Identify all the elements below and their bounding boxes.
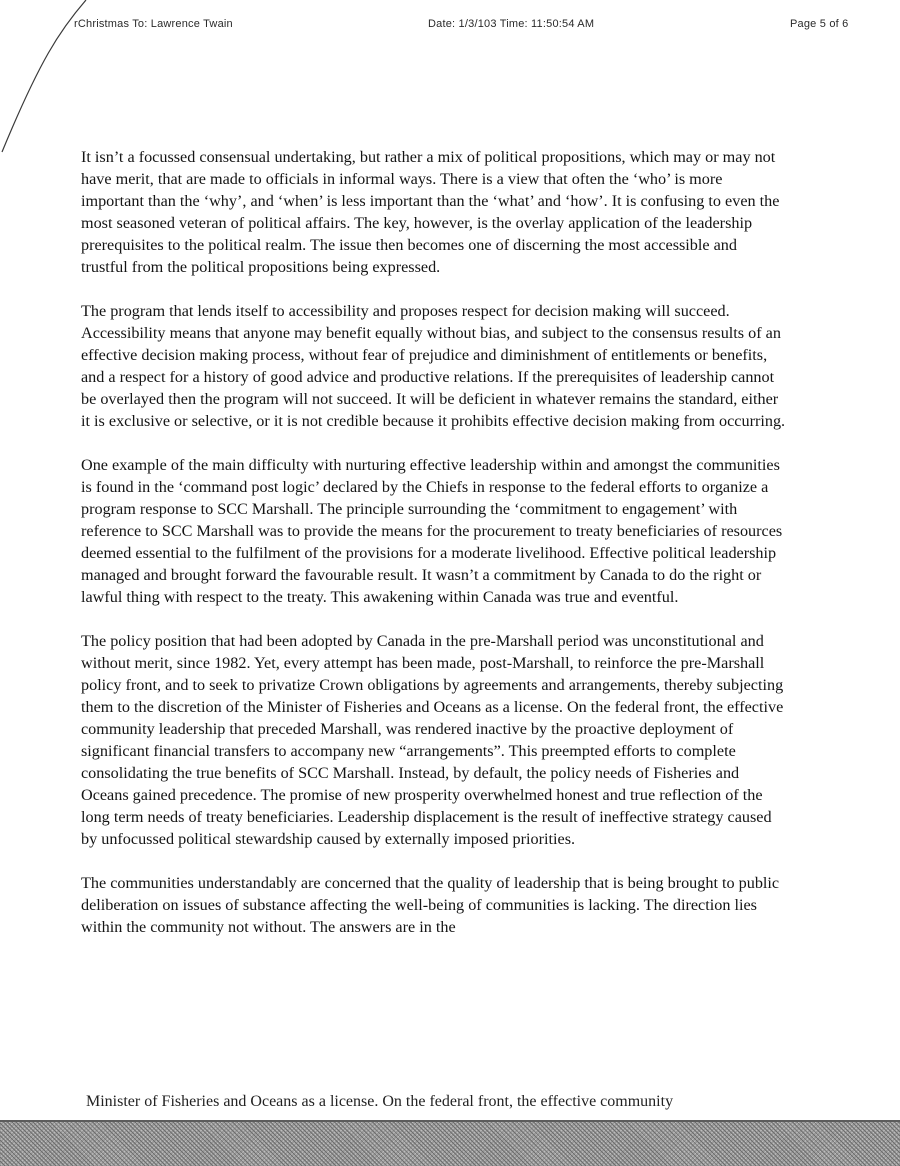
fax-header-date-time: Date: 1/3/103 Time: 11:50:54 AM bbox=[428, 18, 595, 30]
paragraph-2: The program that lends itself to accessibility and proposes respect for decision making will succeed. Accessibility means that anyone may benefit equally without bias, and subject to the consensus results of an effective decision making process, without fear of prejudice and diminishment of entitlements or benefits, and a respect for a history of good advice and productive relations. If the prerequisites of leadership cannot be overlayed then the program will not succeed. It will be deficient in whatever remains the standard, either it is exclusive or selective, or it is not credible because it prohibits effective decision making from occurring. bbox=[81, 302, 786, 430]
paragraph-4: The policy position that had been adopted by Canada in the pre-Marshall period was unconstitutional and without merit, since 1982. Yet, every attempt has been made, post-Marshall, to reinforce the pre-Marshall policy front, and to seek to privatize Crown obligations by agreements and arrangements, thereby subjecting them to the discretion of the Minister of Fisheries and Oceans as a license. On the federal front, the effective community leadership that preceded Marshall, was rendered inactive by the proactive deployment of significant financial transfers to accompany new “arrangements”. This preempted efforts to complete consolidating the true benefits of SCC Marshall. Instead, by default, the policy needs of Fisheries and Oceans gained precedence. The promise of new prosperity overwhelmed honest and true reflection of the long term needs of treaty beneficiaries. Leadership displacement is the result of ineffective strategy caused by unfocussed political stewardship caused by externally imposed priorities. bbox=[81, 632, 784, 848]
scan-noise-band bbox=[0, 1122, 900, 1166]
fax-header-page-number: Page 5 of 6 bbox=[790, 18, 849, 30]
bottom-bleed-line: Minister of Fisheries and Oceans as a license. On the federal front, the effective community bbox=[86, 1093, 674, 1110]
paragraph-5: The communities understandably are concerned that the quality of leadership that is being brought to public deliberation on issues of substance affecting the well-being of communities is lacking. The direction lies within the community not without. The answers are in the bbox=[81, 874, 780, 936]
paragraph-3: One example of the main difficulty with nurturing effective leadership within and amongst the communities is found in the ‘command post logic’ declared by the Chiefs in response to the federal efforts to organize a program response to SCC Marshall. The principle surrounding the ‘commitment to engagement’ with reference to SCC Marshall was to provide the means for the procurement to treaty beneficiaries of resources deemed essential to the fulfilment of the provisions for a moderate livelihood. Effective political leadership managed and brought forward the favourable result. It wasn’t a commitment by Canada to do the right or lawful thing with respect to the treaty. This awakening within Canada was true and eventful. bbox=[81, 456, 783, 606]
scan-corner-mark bbox=[0, 0, 90, 170]
fax-header bbox=[0, 18, 900, 36]
fax-header-recipient: rChristmas To: Lawrence Twain bbox=[74, 18, 233, 30]
document-body bbox=[81, 146, 786, 960]
bottom-bleed-text bbox=[86, 1093, 766, 1113]
paragraph-1: It isn’t a focussed consensual undertaking, but rather a mix of political propositions, which may or may not have merit, that are made to officials in informal ways. There is a view that often the ‘who’ is more important than the ‘why’, and ‘when’ is less important than the ‘what’ and ‘how’. It is confusing to even the most seasoned veteran of political affairs. The key, however, is the overlay application of the leadership prerequisites to the political realm. The issue then becomes one of discerning the most accessible and trustful from the political propositions being expressed. bbox=[81, 148, 780, 276]
